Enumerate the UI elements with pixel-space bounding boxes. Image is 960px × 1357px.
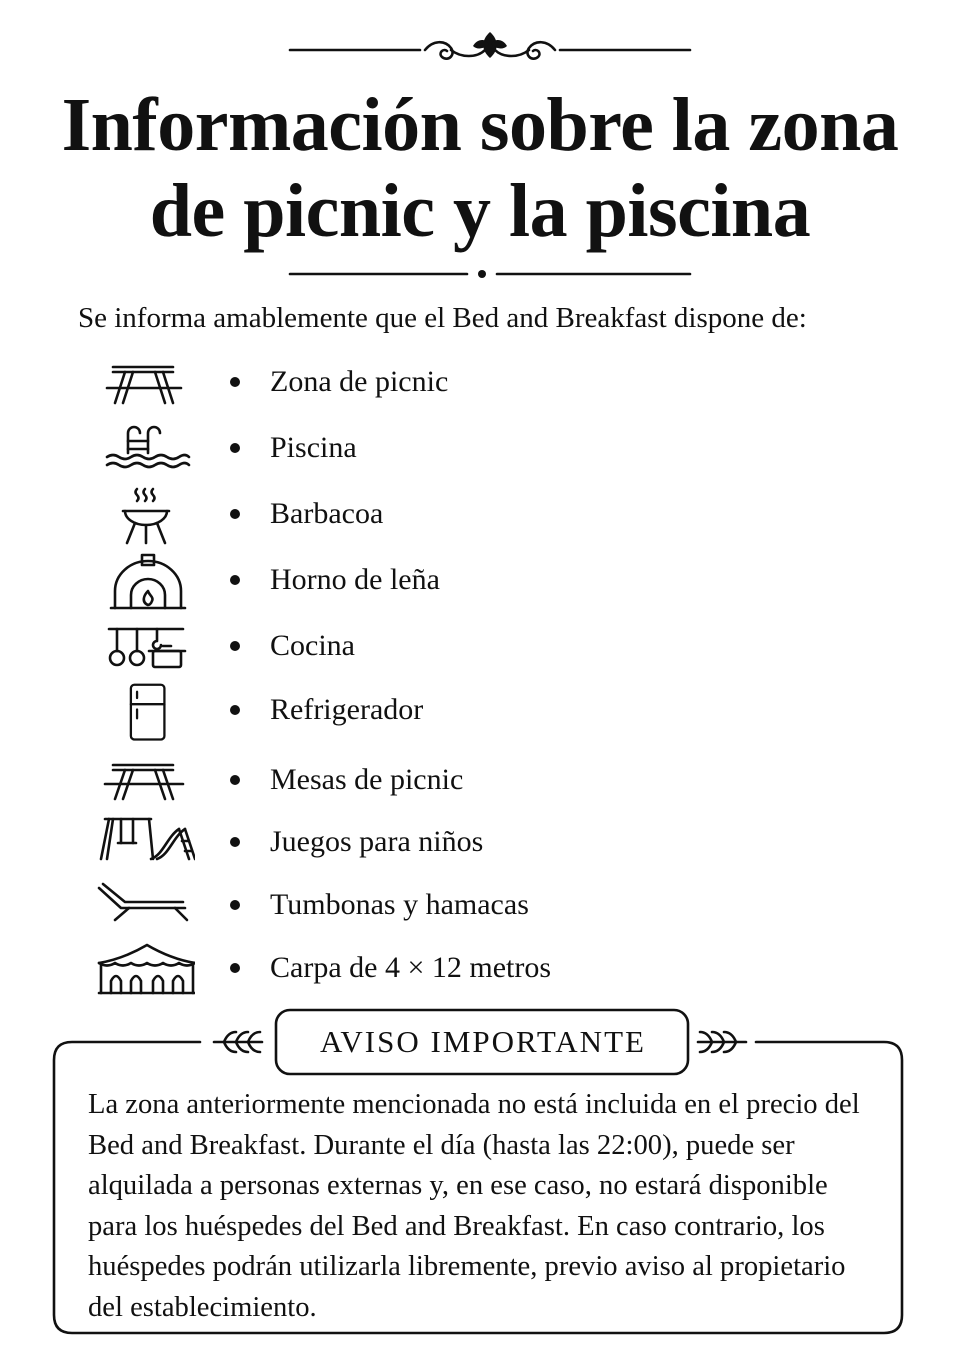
tent-icon xyxy=(95,941,195,1001)
left-laurel-icon xyxy=(214,1032,262,1052)
top-ornament-divider xyxy=(285,28,695,78)
amenity-label: Barbacoa xyxy=(270,497,384,530)
bullet-marker xyxy=(230,900,240,910)
bullet-marker xyxy=(230,963,240,973)
sun-lounger-icon xyxy=(95,878,195,938)
amenity-item xyxy=(90,553,790,613)
picnic-table-icon xyxy=(95,355,195,415)
bullet-marker xyxy=(230,509,240,519)
page-title: Información sobre la zona de picnic y la piscina xyxy=(61,83,899,253)
barbecue-grill-icon xyxy=(95,487,195,547)
amenity-label: Cocina xyxy=(270,629,355,662)
amenity-label: Mesas de picnic xyxy=(270,763,464,796)
amenity-item xyxy=(90,683,790,743)
bullet-marker xyxy=(230,641,240,651)
amenity-label: Refrigerador xyxy=(270,693,424,726)
bullet-marker xyxy=(230,775,240,785)
pool-ladder-icon xyxy=(95,421,195,481)
refrigerator-icon xyxy=(95,683,195,743)
right-laurel-icon xyxy=(698,1032,746,1052)
amenity-item xyxy=(90,421,790,481)
amenity-label: Tumbonas y hamacas xyxy=(270,888,529,921)
bullet-marker xyxy=(230,575,240,585)
amenity-item xyxy=(90,753,790,813)
bullet-marker xyxy=(230,443,240,453)
notice-body: La zona anteriormente mencionada no está incluida en el precio del Bed and Breakfast. Durante el día (hasta las 22:00), puede ser alquilada a personas externas y, en ese caso, no estará disponible para los huéspedes del Bed and Breakfast. En caso contrario, los huéspedes podrán utilizarla libremente, previo aviso al propietario del establecimiento. xyxy=(88,1089,860,1323)
bullet-marker xyxy=(230,837,240,847)
wood-oven-icon xyxy=(95,553,195,613)
bullet-marker xyxy=(230,705,240,715)
amenity-item xyxy=(90,487,790,547)
amenity-item xyxy=(90,878,790,938)
kitchen-utensils-icon xyxy=(95,619,195,679)
amenity-label: Piscina xyxy=(270,431,357,464)
amenity-item xyxy=(90,941,790,1001)
bullet-marker xyxy=(230,377,240,387)
amenity-label: Horno de leña xyxy=(270,563,440,596)
playground-icon xyxy=(95,815,195,875)
amenity-item xyxy=(90,815,790,875)
title-divider xyxy=(285,260,695,290)
picnic-table-icon xyxy=(95,753,195,813)
amenity-label: Zona de picnic xyxy=(270,365,449,398)
amenity-label: Juegos para niños xyxy=(270,825,484,858)
intro-text: Se informa amablemente que el Bed and Breakfast dispone de: xyxy=(78,302,807,334)
amenity-item xyxy=(90,355,790,415)
amenity-label: Carpa de 4 × 12 metros xyxy=(270,951,552,984)
amenity-item xyxy=(90,619,790,679)
notice-title: AVISO IMPORTANTE xyxy=(320,1024,646,1059)
